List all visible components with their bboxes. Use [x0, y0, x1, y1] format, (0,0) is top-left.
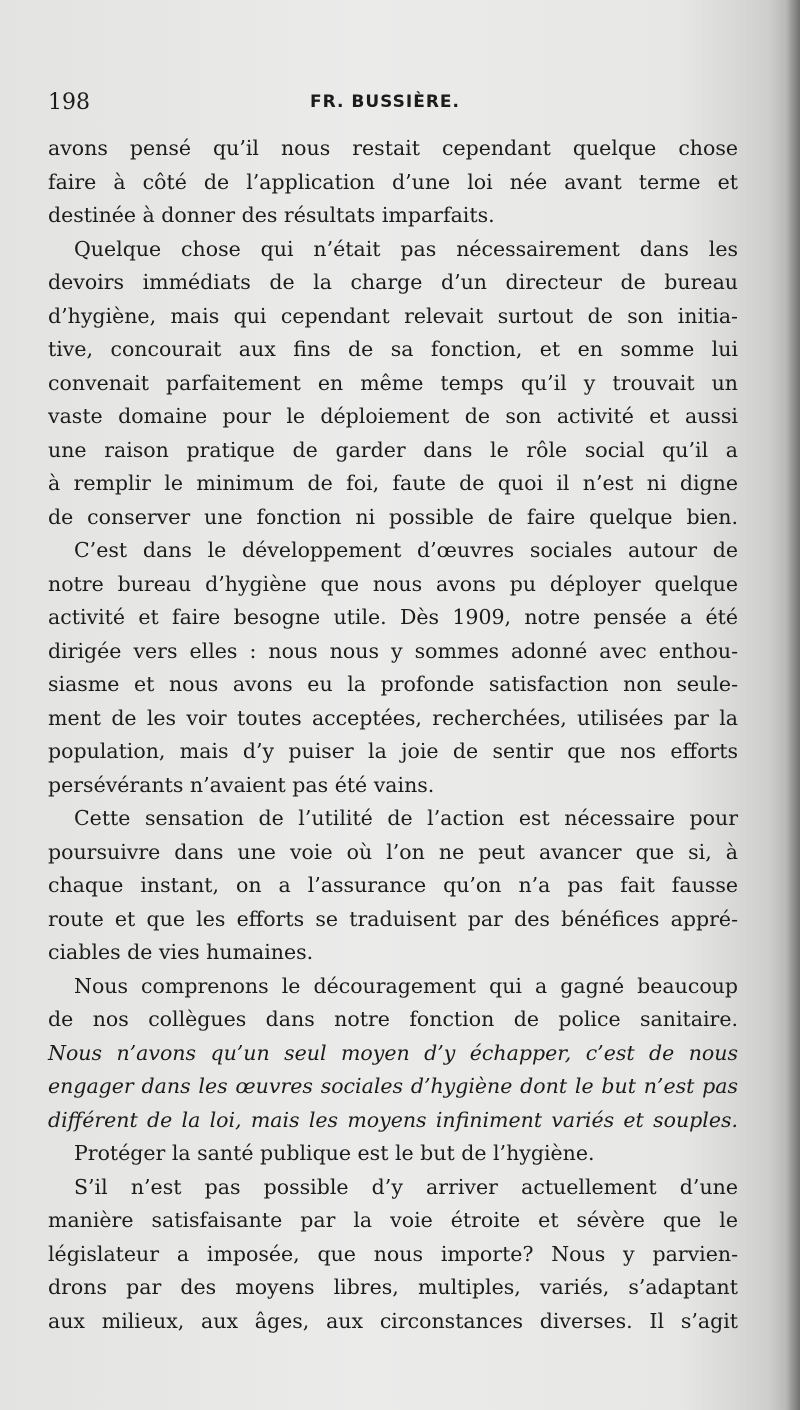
- text-line: S’il n’est pas possible d’y arriver actuellement d’une: [74, 1174, 738, 1199]
- text-line: faire à côté de l’application d’une loi née avant terme et: [48, 169, 738, 194]
- text-line: Quelque chose qui n’était pas nécessairement dans les: [74, 236, 738, 261]
- text-line: C’est dans le développement d’œuvres sociales autour de: [74, 538, 738, 562]
- text-line: siasme et nous avons eu la profonde satisfaction non seule-: [48, 672, 738, 696]
- text-line: Cette sensation de l’utilité de l’action est nécessaire pour: [74, 806, 738, 830]
- text-line: population, mais d’y puiser la joie de sentir que nos efforts: [48, 739, 738, 763]
- page-number: 198: [48, 90, 90, 115]
- text-line: une raison pratique de garder dans le rôle social qu’il a: [48, 437, 738, 462]
- page-edge-shadow: [786, 0, 800, 1410]
- text-line: aux milieux, aux âges, aux circonstances diverses. Il s’agit: [48, 1308, 738, 1333]
- text-line: activité et faire besogne utile. Dès 1909, notre pensée a été: [48, 605, 738, 629]
- text-line: avons pensé qu’il nous restait cependant quelque chose: [48, 136, 738, 160]
- text-line: poursuivre dans une voie où l’on ne peut avancer que si, à: [48, 839, 738, 864]
- text-line: ment de les voir toutes acceptées, recherchées, utilisées par la: [48, 705, 738, 730]
- text-line: de conserver une fonction ni possible de faire quelque bien.: [48, 504, 738, 529]
- text-line: drons par des moyens libres, multiples, variés, s’adaptant: [48, 1275, 738, 1299]
- text-line: route et que les efforts se traduisent par des bénéfices appré-: [48, 906, 738, 931]
- text-line: destinée à donner des résultats imparfaits.: [48, 203, 495, 227]
- text-line: notre bureau d’hygiène que nous avons pu déployer quelque: [48, 571, 738, 596]
- text-line: convenait parfaitement en même temps qu’il y trouvait un: [48, 370, 738, 395]
- text-line: de nos collègues dans notre fonction de police sanitaire.: [48, 1007, 738, 1031]
- text-line: chaque instant, on a l’assurance qu’on n’a pas fait fausse: [48, 873, 738, 897]
- text-line: tive, concourait aux fins de sa fonction, et en somme lui: [48, 337, 738, 361]
- text-line: dirigée vers elles : nous nous y sommes adonné avec enthou-: [48, 638, 738, 663]
- body-text: [48, 132, 738, 1338]
- running-title: FR. BUSSIÈRE.: [310, 92, 460, 112]
- text-line: législateur a imposée, que nous importe? Nous y parvien-: [48, 1241, 738, 1266]
- text-line: vaste domaine pour le déploiement de son activité et aussi: [48, 404, 738, 428]
- italic-text-line: Nous n’avons qu’un seul moyen d’y échapper, c’est de nous: [48, 1040, 738, 1065]
- running-head: [48, 90, 738, 120]
- italic-text-line: différent de la loi, mais les moyens infiniment variés et souples.: [48, 1107, 738, 1132]
- text-line: Nous comprenons le découragement qui a gagné beaucoup: [74, 973, 738, 998]
- text-line: d’hygiène, mais qui cependant relevait surtout de son initia-: [48, 303, 738, 328]
- text-line: à remplir le minimum de foi, faute de quoi il n’est ni digne: [48, 471, 738, 495]
- text-line: manière satisfaisante par la voie étroite et sévère que le: [48, 1208, 738, 1232]
- text-line: ciables de vies humaines.: [48, 940, 314, 964]
- italic-text-line: engager dans les œuvres sociales d’hygiène dont le but n’est pas: [48, 1074, 738, 1098]
- text-line: Protéger la santé publique est le but de l’hygiène.: [74, 1141, 595, 1165]
- text-line: persévérants n’avaient pas été vains.: [48, 772, 435, 797]
- text-line: devoirs immédiats de la charge d’un directeur de bureau: [48, 270, 738, 294]
